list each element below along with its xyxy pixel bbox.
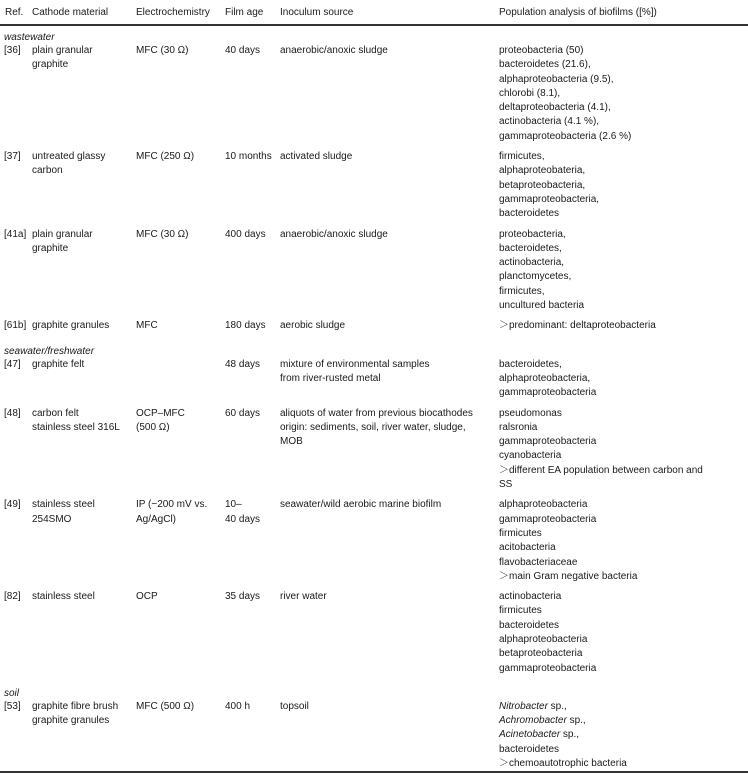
population-line: ＞predominant: deltaproteobacteria xyxy=(499,320,656,332)
cell-ref: [53] xyxy=(4,700,21,712)
header-film-age: Film age xyxy=(225,7,264,18)
cell-population-analysis xyxy=(494,319,748,333)
cell-cathode-material xyxy=(27,358,131,401)
cell-cathode-material-line: untreated glassy xyxy=(32,151,106,163)
cell-cathode-material-line: graphite xyxy=(32,242,69,254)
population-line: ＞chemoautotrophic bacteria xyxy=(499,758,627,770)
cell-electrochemistry-line: OCP–MFC xyxy=(136,407,185,419)
cell-cathode-material-line: graphite felt xyxy=(32,358,85,370)
cell-film-age-line: 400 days xyxy=(225,228,266,240)
cell-film-age xyxy=(220,150,275,221)
cell-cathode-material-line: graphite granules xyxy=(32,320,110,332)
section-row-soil xyxy=(0,682,748,700)
cell-film-age-line: 60 days xyxy=(225,407,261,419)
cell-electrochemistry-line: MFC (30 Ω) xyxy=(136,228,189,240)
cell-cathode-material-line: graphite fibre brush xyxy=(32,700,119,712)
population-line xyxy=(499,728,746,742)
cell-cathode-material xyxy=(27,407,131,493)
population-line: alphaproteobateria, xyxy=(499,165,586,177)
table-row xyxy=(0,700,748,771)
population-line: uncultured bacteria xyxy=(499,300,585,312)
population-line: chlorobi (8.1), xyxy=(499,87,561,99)
cell-inoculum-source-line: aerobic sludge xyxy=(280,320,346,332)
population-line: bacteroidetes xyxy=(499,619,560,631)
population-line: bacteroidetes xyxy=(499,208,560,220)
cell-inoculum-source-line: anaerobic/anoxic sludge xyxy=(280,228,388,240)
cell-cathode-material-line: stainless steel 316L xyxy=(32,421,120,433)
table-row xyxy=(0,590,748,676)
cell-inoculum-source xyxy=(275,358,494,401)
cell-film-age-line: 35 days xyxy=(225,591,261,603)
table-row xyxy=(0,498,748,584)
population-line: alphaproteobacteria (9.5), xyxy=(499,73,614,85)
cell-electrochemistry-line: OCP xyxy=(136,591,158,603)
cell-electrochemistry xyxy=(131,407,220,493)
cell-population-analysis xyxy=(494,44,748,144)
taxon-suffix: sp., xyxy=(547,700,567,712)
population-line xyxy=(499,714,746,728)
cell-inoculum-source xyxy=(275,44,494,144)
population-line: flavobacteriaceae xyxy=(499,556,578,568)
cell-electrochemistry xyxy=(131,590,220,676)
section-label: wastewater xyxy=(4,32,55,43)
cell-electrochemistry-line: Ag/AgCl) xyxy=(136,513,177,525)
cell-inoculum-source-line: river water xyxy=(280,591,327,603)
population-line: ＞main Gram negative bacteria xyxy=(499,570,638,582)
cell-ref: [47] xyxy=(4,358,21,370)
population-line: SS xyxy=(499,479,513,491)
table-row xyxy=(0,44,748,144)
cell-inoculum-source xyxy=(275,700,494,771)
cell-electrochemistry xyxy=(131,150,220,221)
header-ref: Ref. xyxy=(5,7,24,18)
cell-film-age-line: 400 h xyxy=(225,700,251,712)
cell-cathode-material-line: carbon felt xyxy=(32,407,79,419)
population-line xyxy=(499,700,746,714)
cell-ref: [36] xyxy=(4,45,21,56)
cell-electrochemistry xyxy=(131,44,220,144)
cell-cathode-material xyxy=(27,590,131,676)
cell-film-age-line: 180 days xyxy=(225,320,266,332)
cell-cathode-material-line: stainless steel 254SMO xyxy=(32,499,95,525)
cell-ref: [48] xyxy=(4,407,21,419)
cell-electrochemistry-line: MFC xyxy=(136,320,158,332)
cell-film-age xyxy=(220,498,275,584)
section-row-wastewater xyxy=(0,25,748,44)
section-label: seawater/freshwater xyxy=(4,345,95,357)
population-line: deltaproteobacteria (4.1), xyxy=(499,102,611,114)
cell-film-age-line: 10– xyxy=(225,499,242,511)
population-line: bacteroidetes, xyxy=(499,358,562,370)
population-line: bacteroidetes xyxy=(499,743,560,755)
cell-electrochemistry-line: MFC (250 Ω) xyxy=(136,151,195,163)
taxon-name-italic: Achromobacter xyxy=(499,715,567,727)
cell-electrochemistry-line: MFC (500 Ω) xyxy=(136,700,195,712)
cell-cathode-material xyxy=(27,319,131,333)
cell-cathode-material-line: carbon xyxy=(32,165,63,177)
taxon-suffix: sp., xyxy=(560,729,580,741)
population-line: gammaproteobacteria (2.6 %) xyxy=(499,130,632,142)
cell-film-age-line: 40 days xyxy=(225,513,261,525)
population-line: alphaproteobacteria xyxy=(499,499,588,511)
section-label: soil xyxy=(4,687,20,699)
cell-inoculum-source-line: anaerobic/anoxic sludge xyxy=(280,45,388,56)
cell-population-analysis xyxy=(494,358,748,401)
table-row xyxy=(0,150,748,221)
cell-film-age xyxy=(220,228,275,314)
population-line: gammaproteobacteria, xyxy=(499,193,600,205)
cell-electrochemistry-line: MFC (30 Ω) xyxy=(136,45,189,56)
cell-electrochemistry-line: IP (−200 mV vs. xyxy=(136,499,208,511)
cell-population-analysis xyxy=(494,407,748,493)
header-electrochemistry: Electrochemistry xyxy=(136,7,210,18)
cell-inoculum-source-line: MOB xyxy=(280,436,303,448)
cell-inoculum-source-line: origin: sediments, soil, river water, sludge, xyxy=(280,421,466,433)
cell-population-analysis xyxy=(494,700,748,771)
cell-electrochemistry xyxy=(131,358,220,401)
population-line: bacteroidetes (21.6), xyxy=(499,59,591,71)
taxon-name-italic: Nitrobacter xyxy=(499,700,548,712)
population-line: actinobacteria xyxy=(499,591,562,603)
taxon-name-italic: Acinetobacter xyxy=(499,729,561,741)
population-line: actinobacteria, xyxy=(499,257,565,269)
table-row xyxy=(0,407,748,493)
cell-electrochemistry xyxy=(131,228,220,314)
cell-population-analysis xyxy=(494,228,748,314)
table-row xyxy=(0,228,748,314)
population-line: betaproteobacteria xyxy=(499,648,583,660)
population-line: ralsronia xyxy=(499,421,538,433)
cell-inoculum-source xyxy=(275,319,494,333)
cell-electrochemistry xyxy=(131,319,220,333)
cell-cathode-material-line: plain granular xyxy=(32,45,93,56)
taxon-suffix: sp., xyxy=(566,715,586,727)
cell-cathode-material xyxy=(27,498,131,584)
cell-population-analysis xyxy=(494,150,748,221)
cell-film-age-line: 48 days xyxy=(225,358,261,370)
population-line: acitobacteria xyxy=(499,542,556,554)
population-line: proteobacteria (50) xyxy=(499,45,584,56)
population-line: firmicutes xyxy=(499,605,542,617)
cell-inoculum-source-line: seawater/wild aerobic marine biofilm xyxy=(280,499,442,511)
cell-cathode-material xyxy=(27,150,131,221)
cell-inoculum-source xyxy=(275,228,494,314)
cell-inoculum-source-line: topsoil xyxy=(280,700,309,712)
population-line: gammaproteobacteria xyxy=(499,513,597,525)
cell-inoculum-source xyxy=(275,150,494,221)
cell-cathode-material-line: graphite xyxy=(32,59,69,71)
cell-inoculum-source-line: mixture of environmental samples xyxy=(280,358,430,370)
population-line: planctomycetes, xyxy=(499,271,572,283)
population-line: alphaproteobacteria, xyxy=(499,372,591,384)
population-line: firmicutes, xyxy=(499,285,545,297)
cell-film-age-line: 10 months xyxy=(225,151,272,163)
header-inoculum-source: Inoculum source xyxy=(280,7,354,18)
cell-inoculum-source-line: activated sludge xyxy=(280,151,353,163)
cell-population-analysis xyxy=(494,590,748,676)
table-row xyxy=(0,358,748,401)
header-cathode-material: Cathode material xyxy=(32,7,109,18)
cell-ref: [82] xyxy=(4,591,21,603)
population-line: cyanobacteria xyxy=(499,450,562,462)
cell-inoculum-source xyxy=(275,407,494,493)
population-line: gammaproteobacteria xyxy=(499,662,597,674)
cell-population-analysis xyxy=(494,498,748,584)
cell-film-age xyxy=(220,44,275,144)
cell-film-age xyxy=(220,358,275,401)
cell-ref: [37] xyxy=(4,151,21,163)
population-line: gammaproteobacteria xyxy=(499,387,597,399)
table-body xyxy=(0,25,748,771)
cell-ref: [49] xyxy=(4,499,21,511)
population-line: firmicutes, xyxy=(499,151,545,163)
cell-cathode-material-line: plain granular xyxy=(32,228,93,240)
table-header-row xyxy=(0,0,748,25)
population-line: alphaproteobacteria xyxy=(499,633,588,645)
cell-inoculum-source xyxy=(275,590,494,676)
population-line: proteobacteria, xyxy=(499,228,566,240)
table-row xyxy=(0,319,748,333)
cell-inoculum-source xyxy=(275,498,494,584)
population-line: firmicutes xyxy=(499,527,542,539)
cell-cathode-material xyxy=(27,44,131,144)
cell-electrochemistry-line: (500 Ω) xyxy=(136,421,170,433)
population-line: pseudomonas xyxy=(499,407,562,419)
population-line: gammaproteobacteria xyxy=(499,436,597,448)
cell-film-age xyxy=(220,700,275,771)
cell-cathode-material xyxy=(27,700,131,771)
cell-cathode-material-line: graphite granules xyxy=(32,715,110,727)
cell-ref: [41a] xyxy=(4,228,27,240)
header-population-analysis: Population analysis of biofilms ([%]) xyxy=(499,7,657,18)
cell-inoculum-source-line: aliquots of water from previous biocathodes xyxy=(280,407,473,419)
cell-cathode-material xyxy=(27,228,131,314)
cell-cathode-material-line: stainless steel xyxy=(32,591,95,603)
section-row-seawater-freshwater xyxy=(0,340,748,358)
population-line: ＞different EA population between carbon and xyxy=(499,464,703,476)
population-line: actinobacteria (4.1 %), xyxy=(499,116,600,128)
cell-film-age xyxy=(220,319,275,333)
cell-electrochemistry xyxy=(131,700,220,771)
cell-ref: [61b] xyxy=(4,320,27,332)
cell-film-age xyxy=(220,407,275,493)
cell-film-age-line: 40 days xyxy=(225,45,261,56)
cell-inoculum-source-line: from river-rusted metal xyxy=(280,372,381,384)
population-line: betaproteobacteria, xyxy=(499,179,586,191)
cell-electrochemistry xyxy=(131,498,220,584)
cell-film-age xyxy=(220,590,275,676)
population-line: bacteroidetes, xyxy=(499,242,562,254)
